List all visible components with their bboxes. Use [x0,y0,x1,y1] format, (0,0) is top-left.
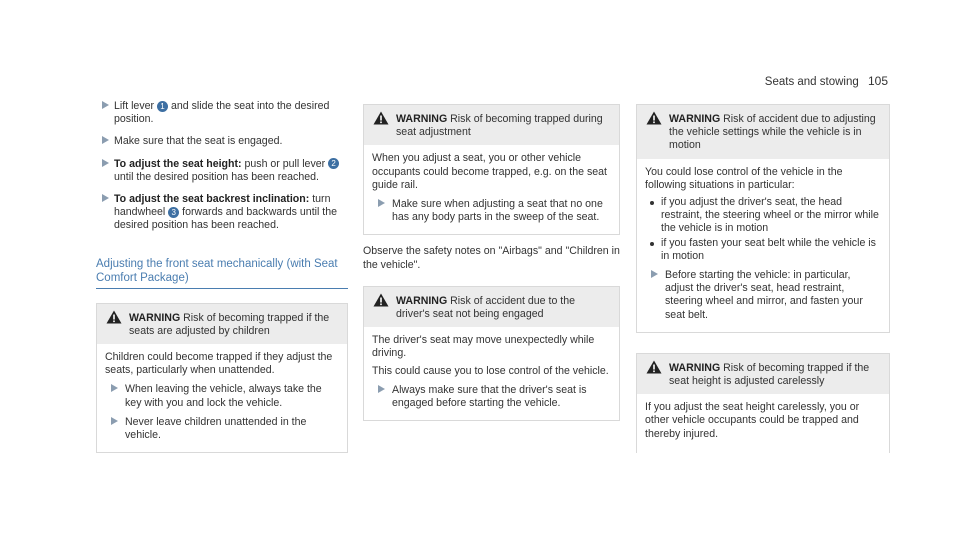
step-arrow-icon [651,270,658,278]
section-title: Seats and stowing [764,76,859,88]
warning-box [636,353,890,453]
page-header [765,75,888,89]
step-arrow-icon [378,385,385,393]
step-arrow-icon [111,384,118,392]
step-lift-lever: Lift lever 1 and slide the seat into the desired position. [96,100,348,126]
bullet-list [645,196,881,263]
step-seat-height: To adjust the seat height: push or pull lever 2 until the desired position has been reached. [96,158,348,184]
warning-body: When you adjust a seat, you or other vehicle occupants could become trapped, e.g. on the seat guide rail. Make sure when adjusting a seat that no one has any body parts in the sweep of the seat. [364,145,619,234]
warning-body: The driver's seat may move unexpectedly while driving. This could cause you to lose control of the vehicle. Always make sure that the driver's seat is engaged before starting the vehicle. [364,327,619,420]
warning-triangle-icon [106,310,122,324]
step-arrow-icon [111,417,118,425]
step-arrow-icon [102,159,109,167]
callout-badge: 3 [168,207,179,218]
warning-header: WARNING Risk of becoming trapped if the seat height is adjusted carelessly [637,354,889,394]
list-item: if you fasten your seat belt while the vehicle is in motion [645,237,881,263]
warning-body: If you adjust the seat height carelessly, you or other vehicle occupants could be trapped and thereby injured. [645,401,860,440]
warning-triangle-icon [646,111,662,125]
section-heading: Adjusting the front seat mechanically (with Seat Comfort Package) [96,257,348,289]
warning-header: WARNING Risk of accident due to the driver's seat not being engaged [364,287,619,327]
warning-box [363,286,620,421]
warning-box [363,104,620,235]
warning-header: WARNING Risk of becoming trapped if the seats are adjusted by children [97,304,347,344]
warning-header: WARNING Risk of accident due to adjusting the vehicle settings while the vehicle is in motion [637,105,889,159]
safety-notes-text: Observe the safety notes on "Airbags" and "Children in the vehicle". [363,245,620,271]
column-1 [96,100,348,453]
warning-body: You could lose control of the vehicle in the following situations in particular: if you adjust the driver's seat, the head restraint, the steering wheel or the mirror while the vehicle is in motion if you fasten your seat belt while the vehicle is in motion Before starting the vehicle: in particular, adjust the driver's seat, head restraint, steering wheel and mirror, and fasten your seat belt. [637,159,889,332]
callout-badge: 1 [157,101,168,112]
warning-step: Always make sure that the driver's seat is engaged before starting the vehicle. [372,384,611,410]
column-3 [636,100,890,453]
column-2 [363,100,620,421]
warning-step: When leaving the vehicle, always take the key with you and lock the vehicle. [105,383,339,409]
warning-step: Make sure when adjusting a seat that no one has any body parts in the sweep of the seat. [372,198,611,224]
step-arrow-icon [378,199,385,207]
step-check-engaged: Make sure that the seat is engaged. [96,135,348,148]
warning-triangle-icon [373,111,389,125]
warning-step: Never leave children unattended in the vehicle. [105,416,339,442]
warning-header: WARNING Risk of becoming trapped during seat adjustment [364,105,619,145]
warning-box [96,303,348,454]
warning-step: Before starting the vehicle: in particular, adjust the driver's seat, head restraint, steering wheel and mirror, and fasten your seat belt. [645,269,881,322]
warning-body: Children could become trapped if they adjust the seats, particularly when unattended. When leaving the vehicle, always take the key with you and lock the vehicle. Never leave children unattended in the vehicle. [97,344,347,452]
page-number: 105 [867,74,888,88]
warning-triangle-icon [646,360,662,374]
callout-badge: 2 [328,158,339,169]
step-arrow-icon [102,136,109,144]
step-backrest: To adjust the seat backrest inclination: turn handwheel 3 forwards and backwards until the desired position has been reached. [96,193,348,233]
step-arrow-icon [102,194,109,202]
warning-box [636,104,890,333]
list-item: if you adjust the driver's seat, the head restraint, the steering wheel or the mirror while the vehicle is in motion [645,196,881,236]
step-arrow-icon [102,101,109,109]
warning-triangle-icon [373,293,389,307]
